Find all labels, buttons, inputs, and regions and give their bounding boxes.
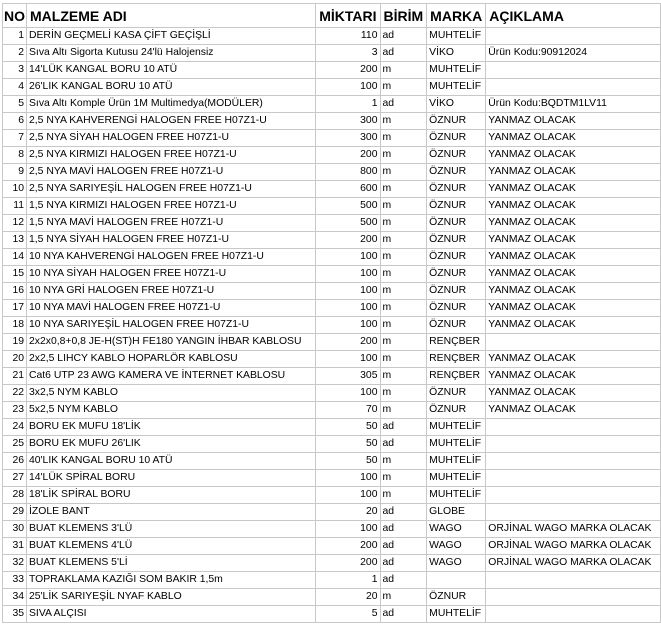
unit-cell[interactable]: m (380, 368, 427, 385)
unit-cell[interactable]: ad (380, 538, 427, 555)
unit-cell[interactable]: m (380, 470, 427, 487)
row-number-cell[interactable]: 5 (3, 96, 27, 113)
unit-cell[interactable]: m (380, 589, 427, 606)
unit-cell[interactable]: ad (380, 28, 427, 45)
table-row (3, 402, 661, 419)
material-name-cell[interactable]: 2x2x0,8+0,8 JE-H(ST)H FE180 YANGIN İHBAR KABLOSU (27, 334, 316, 351)
description-cell[interactable]: YANMAZ OLACAK (486, 300, 661, 317)
header-description[interactable]: AÇIKLAMA (486, 4, 661, 28)
table-row (3, 436, 661, 453)
table-row (3, 164, 661, 181)
table-row (3, 215, 661, 232)
brand-cell[interactable]: GLOBE (427, 504, 486, 521)
table-row (3, 317, 661, 334)
unit-cell[interactable]: m (380, 487, 427, 504)
brand-cell[interactable]: MUHTELİF (427, 606, 486, 623)
table-row (3, 419, 661, 436)
unit-cell[interactable]: m (380, 215, 427, 232)
brand-cell[interactable]: ÖZNUR (427, 113, 486, 130)
description-cell[interactable]: YANMAZ OLACAK (486, 198, 661, 215)
description-cell[interactable] (486, 453, 661, 470)
row-number-cell[interactable]: 20 (3, 351, 27, 368)
quantity-cell[interactable]: 50 (316, 453, 380, 470)
table-row (3, 249, 661, 266)
table-row (3, 555, 661, 572)
description-cell[interactable] (486, 419, 661, 436)
quantity-cell[interactable]: 305 (316, 368, 380, 385)
row-number-cell[interactable]: 30 (3, 521, 27, 538)
brand-cell[interactable]: MUHTELİF (427, 79, 486, 96)
quantity-cell[interactable]: 100 (316, 317, 380, 334)
row-number-cell[interactable]: 3 (3, 62, 27, 79)
brand-cell[interactable]: MUHTELİF (427, 28, 486, 45)
header-row (3, 4, 661, 28)
quantity-cell[interactable]: 110 (316, 28, 380, 45)
table-row (3, 487, 661, 504)
row-number-cell[interactable]: 13 (3, 232, 27, 249)
brand-cell[interactable]: RENÇBER (427, 368, 486, 385)
brand-cell[interactable]: WAGO (427, 538, 486, 555)
material-name-cell[interactable]: 2,5 NYA SARIYEŞİL HALOGEN FREE H07Z1-U (27, 181, 316, 198)
table-row (3, 113, 661, 130)
table-row (3, 538, 661, 555)
description-cell[interactable]: YANMAZ OLACAK (486, 368, 661, 385)
unit-cell[interactable]: m (380, 198, 427, 215)
row-number-cell[interactable]: 27 (3, 470, 27, 487)
unit-cell[interactable]: m (380, 266, 427, 283)
description-cell[interactable]: ORJİNAL WAGO MARKA OLACAK (486, 538, 661, 555)
brand-cell[interactable]: MUHTELİF (427, 453, 486, 470)
material-name-cell[interactable]: Sıva Altı Sigorta Kutusu 24'lü Halojensiz (27, 45, 316, 62)
quantity-cell[interactable]: 100 (316, 300, 380, 317)
material-name-cell[interactable]: 2x2,5 LIHCY KABLO HOPARLÖR KABLOSU (27, 351, 316, 368)
header-material-name[interactable]: MALZEME ADI (27, 4, 316, 28)
unit-cell[interactable]: m (380, 113, 427, 130)
unit-cell[interactable]: m (380, 385, 427, 402)
unit-cell[interactable]: ad (380, 555, 427, 572)
brand-cell[interactable]: MUHTELİF (427, 419, 486, 436)
quantity-cell[interactable]: 100 (316, 283, 380, 300)
material-name-cell[interactable]: İZOLE BANT (27, 504, 316, 521)
unit-cell[interactable]: ad (380, 521, 427, 538)
quantity-cell[interactable]: 200 (316, 62, 380, 79)
description-cell[interactable]: Ürün Kodu:90912024 (486, 45, 661, 62)
table-row (3, 181, 661, 198)
quantity-cell[interactable]: 500 (316, 215, 380, 232)
brand-cell[interactable]: ÖZNUR (427, 198, 486, 215)
description-cell[interactable]: YANMAZ OLACAK (486, 351, 661, 368)
row-number-cell[interactable]: 22 (3, 385, 27, 402)
unit-cell[interactable]: m (380, 130, 427, 147)
description-cell[interactable]: Ürün Kodu:BQDTM1LV11 (486, 96, 661, 113)
row-number-cell[interactable]: 4 (3, 79, 27, 96)
brand-cell[interactable]: ÖZNUR (427, 130, 486, 147)
table-row (3, 589, 661, 606)
unit-cell[interactable]: ad (380, 419, 427, 436)
material-name-cell[interactable]: 10 NYA SARIYEŞİL HALOGEN FREE H07Z1-U (27, 317, 316, 334)
material-name-cell[interactable]: 26'LIK KANGAL BORU 10 ATÜ (27, 79, 316, 96)
brand-cell[interactable]: ÖZNUR (427, 266, 486, 283)
material-name-cell[interactable]: 10 NYA GRİ HALOGEN FREE H07Z1-U (27, 283, 316, 300)
quantity-cell[interactable]: 300 (316, 113, 380, 130)
table-row (3, 470, 661, 487)
quantity-cell[interactable]: 5 (316, 606, 380, 623)
description-cell[interactable]: YANMAZ OLACAK (486, 385, 661, 402)
quantity-cell[interactable]: 3 (316, 45, 380, 62)
table-row (3, 130, 661, 147)
row-number-cell[interactable]: 16 (3, 283, 27, 300)
description-cell[interactable]: YANMAZ OLACAK (486, 402, 661, 419)
description-cell[interactable]: YANMAZ OLACAK (486, 317, 661, 334)
quantity-cell[interactable]: 50 (316, 436, 380, 453)
brand-cell[interactable]: ÖZNUR (427, 232, 486, 249)
row-number-cell[interactable]: 21 (3, 368, 27, 385)
description-cell[interactable] (486, 28, 661, 45)
unit-cell[interactable]: m (380, 300, 427, 317)
material-name-cell[interactable]: 25'LİK SARIYEŞİL NYAF KABLO (27, 589, 316, 606)
material-name-cell[interactable]: SIVA ALÇISI (27, 606, 316, 623)
table-row (3, 45, 661, 62)
quantity-cell[interactable]: 20 (316, 504, 380, 521)
quantity-cell[interactable]: 20 (316, 589, 380, 606)
header-brand[interactable]: MARKA (427, 4, 486, 28)
description-cell[interactable]: YANMAZ OLACAK (486, 266, 661, 283)
header-quantity[interactable]: MİKTARI (316, 4, 380, 28)
unit-cell[interactable]: ad (380, 96, 427, 113)
unit-cell[interactable]: m (380, 164, 427, 181)
table-row (3, 79, 661, 96)
table-row (3, 28, 661, 45)
table-row (3, 385, 661, 402)
quantity-cell[interactable]: 600 (316, 181, 380, 198)
unit-cell[interactable]: ad (380, 45, 427, 62)
row-number-cell[interactable]: 19 (3, 334, 27, 351)
brand-cell[interactable]: ÖZNUR (427, 147, 486, 164)
material-name-cell[interactable]: BORU EK MUFU 26'LIK (27, 436, 316, 453)
table-row (3, 232, 661, 249)
brand-cell[interactable]: WAGO (427, 521, 486, 538)
description-cell[interactable]: YANMAZ OLACAK (486, 232, 661, 249)
table-row (3, 606, 661, 623)
brand-cell[interactable]: ÖZNUR (427, 215, 486, 232)
material-name-cell[interactable]: 1,5 NYA SİYAH HALOGEN FREE H07Z1-U (27, 232, 316, 249)
description-cell[interactable] (486, 62, 661, 79)
brand-cell[interactable]: ÖZNUR (427, 181, 486, 198)
material-name-cell[interactable]: 2,5 NYA SİYAH HALOGEN FREE H07Z1-U (27, 130, 316, 147)
table-row (3, 198, 661, 215)
unit-cell[interactable]: ad (380, 436, 427, 453)
quantity-cell[interactable]: 100 (316, 470, 380, 487)
table-row (3, 334, 661, 351)
brand-cell[interactable]: ÖZNUR (427, 589, 486, 606)
table-row (3, 96, 661, 113)
material-name-cell[interactable]: 40'LIK KANGAL BORU 10 ATÜ (27, 453, 316, 470)
brand-cell[interactable]: ÖZNUR (427, 402, 486, 419)
quantity-cell[interactable]: 1 (316, 96, 380, 113)
quantity-cell[interactable]: 100 (316, 79, 380, 96)
quantity-cell[interactable]: 200 (316, 147, 380, 164)
description-cell[interactable]: YANMAZ OLACAK (486, 215, 661, 232)
row-number-cell[interactable]: 12 (3, 215, 27, 232)
brand-cell[interactable]: ÖZNUR (427, 317, 486, 334)
table-row (3, 62, 661, 79)
material-name-cell[interactable]: 14'LÜK SPİRAL BORU (27, 470, 316, 487)
row-number-cell[interactable]: 1 (3, 28, 27, 45)
description-cell[interactable]: YANMAZ OLACAK (486, 113, 661, 130)
description-cell[interactable] (486, 79, 661, 96)
brand-cell[interactable]: VİKO (427, 96, 486, 113)
description-cell[interactable]: YANMAZ OLACAK (486, 130, 661, 147)
material-name-cell[interactable]: 2,5 NYA KIRMIZI HALOGEN FREE H07Z1-U (27, 147, 316, 164)
description-cell[interactable]: ORJİNAL WAGO MARKA OLACAK (486, 521, 661, 538)
quantity-cell[interactable]: 1 (316, 572, 380, 589)
unit-cell[interactable]: m (380, 79, 427, 96)
description-cell[interactable]: YANMAZ OLACAK (486, 249, 661, 266)
quantity-cell[interactable]: 200 (316, 538, 380, 555)
material-name-cell[interactable]: DERİN GEÇMELİ KASA ÇİFT GEÇİŞLİ (27, 28, 316, 45)
row-number-cell[interactable]: 17 (3, 300, 27, 317)
table-row (3, 453, 661, 470)
row-number-cell[interactable]: 2 (3, 45, 27, 62)
unit-cell[interactable]: ad (380, 504, 427, 521)
brand-cell[interactable]: ÖZNUR (427, 385, 486, 402)
material-name-cell[interactable]: BORU EK MUFU 18'LİK (27, 419, 316, 436)
description-cell[interactable]: YANMAZ OLACAK (486, 181, 661, 198)
brand-cell[interactable]: RENÇBER (427, 351, 486, 368)
description-cell[interactable] (486, 470, 661, 487)
material-name-cell[interactable]: Cat6 UTP 23 AWG KAMERA VE İNTERNET KABLOSU (27, 368, 316, 385)
row-number-cell[interactable]: 23 (3, 402, 27, 419)
row-number-cell[interactable]: 18 (3, 317, 27, 334)
unit-cell[interactable]: m (380, 351, 427, 368)
row-number-cell[interactable]: 25 (3, 436, 27, 453)
brand-cell[interactable]: ÖZNUR (427, 300, 486, 317)
row-number-cell[interactable]: 33 (3, 572, 27, 589)
brand-cell[interactable]: WAGO (427, 555, 486, 572)
header-unit[interactable]: BİRİM (380, 4, 427, 28)
description-cell[interactable] (486, 606, 661, 623)
quantity-cell[interactable]: 200 (316, 555, 380, 572)
row-number-cell[interactable]: 9 (3, 164, 27, 181)
quantity-cell[interactable]: 800 (316, 164, 380, 181)
row-number-cell[interactable]: 34 (3, 589, 27, 606)
material-name-cell[interactable]: 2,5 NYA KAHVERENGİ HALOGEN FREE H07Z1-U (27, 113, 316, 130)
table-row (3, 504, 661, 521)
header-no[interactable]: NO (3, 4, 27, 28)
row-number-cell[interactable]: 26 (3, 453, 27, 470)
material-name-cell[interactable]: BUAT KLEMENS 5'Lİ (27, 555, 316, 572)
unit-cell[interactable]: m (380, 62, 427, 79)
brand-cell[interactable]: VİKO (427, 45, 486, 62)
table-row (3, 521, 661, 538)
brand-cell[interactable]: ÖZNUR (427, 249, 486, 266)
unit-cell[interactable]: m (380, 147, 427, 164)
brand-cell[interactable]: MUHTELİF (427, 487, 486, 504)
description-cell[interactable]: YANMAZ OLACAK (486, 147, 661, 164)
unit-cell[interactable]: ad (380, 572, 427, 589)
quantity-cell[interactable]: 200 (316, 232, 380, 249)
brand-cell[interactable]: MUHTELİF (427, 470, 486, 487)
description-cell[interactable] (486, 504, 661, 521)
brand-cell[interactable]: RENÇBER (427, 334, 486, 351)
material-name-cell[interactable]: 5x2,5 NYM KABLO (27, 402, 316, 419)
material-name-cell[interactable]: 10 NYA SİYAH HALOGEN FREE H07Z1-U (27, 266, 316, 283)
quantity-cell[interactable]: 300 (316, 130, 380, 147)
table-row (3, 572, 661, 589)
quantity-cell[interactable]: 70 (316, 402, 380, 419)
table-row (3, 266, 661, 283)
brand-cell[interactable] (427, 572, 486, 589)
row-number-cell[interactable]: 24 (3, 419, 27, 436)
description-cell[interactable] (486, 589, 661, 606)
description-cell[interactable] (486, 487, 661, 504)
material-name-cell[interactable]: 1,5 NYA KIRMIZI HALOGEN FREE H07Z1-U (27, 198, 316, 215)
row-number-cell[interactable]: 6 (3, 113, 27, 130)
material-name-cell[interactable]: TOPRAKLAMA KAZIĞI SOM BAKIR 1,5m (27, 572, 316, 589)
unit-cell[interactable]: m (380, 453, 427, 470)
materials-table (2, 3, 661, 623)
unit-cell[interactable]: ad (380, 606, 427, 623)
description-cell[interactable] (486, 572, 661, 589)
quantity-cell[interactable]: 100 (316, 521, 380, 538)
row-number-cell[interactable]: 10 (3, 181, 27, 198)
brand-cell[interactable]: MUHTELİF (427, 436, 486, 453)
description-cell[interactable] (486, 334, 661, 351)
row-number-cell[interactable]: 7 (3, 130, 27, 147)
row-number-cell[interactable]: 15 (3, 266, 27, 283)
table-row (3, 351, 661, 368)
brand-cell[interactable]: ÖZNUR (427, 164, 486, 181)
quantity-cell[interactable]: 100 (316, 266, 380, 283)
material-name-cell[interactable]: 10 NYA KAHVERENGİ HALOGEN FREE H07Z1-U (27, 249, 316, 266)
unit-cell[interactable]: m (380, 334, 427, 351)
table-row (3, 368, 661, 385)
material-name-cell[interactable]: 2,5 NYA MAVİ HALOGEN FREE H07Z1-U (27, 164, 316, 181)
quantity-cell[interactable]: 100 (316, 385, 380, 402)
quantity-cell[interactable]: 200 (316, 334, 380, 351)
material-name-cell[interactable]: 3x2,5 NYM KABLO (27, 385, 316, 402)
description-cell[interactable]: YANMAZ OLACAK (486, 164, 661, 181)
row-number-cell[interactable]: 8 (3, 147, 27, 164)
unit-cell[interactable]: m (380, 283, 427, 300)
description-cell[interactable]: ORJİNAL WAGO MARKA OLACAK (486, 555, 661, 572)
quantity-cell[interactable]: 50 (316, 419, 380, 436)
quantity-cell[interactable]: 100 (316, 351, 380, 368)
material-name-cell[interactable]: Sıva Altı Komple Ürün 1M Multimedya(MODÜLER) (27, 96, 316, 113)
material-name-cell[interactable]: 14'LÜK KANGAL BORU 10 ATÜ (27, 62, 316, 79)
row-number-cell[interactable]: 14 (3, 249, 27, 266)
row-number-cell[interactable]: 35 (3, 606, 27, 623)
unit-cell[interactable]: m (380, 181, 427, 198)
material-name-cell[interactable]: 18'LİK SPİRAL BORU (27, 487, 316, 504)
description-cell[interactable]: YANMAZ OLACAK (486, 283, 661, 300)
brand-cell[interactable]: MUHTELİF (427, 62, 486, 79)
table-row (3, 283, 661, 300)
quantity-cell[interactable]: 100 (316, 249, 380, 266)
row-number-cell[interactable]: 29 (3, 504, 27, 521)
table-row (3, 147, 661, 164)
material-name-cell[interactable]: 1,5 NYA MAVİ HALOGEN FREE H07Z1-U (27, 215, 316, 232)
unit-cell[interactable]: m (380, 232, 427, 249)
table-row (3, 300, 661, 317)
material-name-cell[interactable]: BUAT KLEMENS 4'LÜ (27, 538, 316, 555)
material-name-cell[interactable]: BUAT KLEMENS 3'LÜ (27, 521, 316, 538)
unit-cell[interactable]: m (380, 317, 427, 334)
unit-cell[interactable]: m (380, 402, 427, 419)
description-cell[interactable] (486, 436, 661, 453)
unit-cell[interactable]: m (380, 249, 427, 266)
row-number-cell[interactable]: 28 (3, 487, 27, 504)
row-number-cell[interactable]: 11 (3, 198, 27, 215)
row-number-cell[interactable]: 31 (3, 538, 27, 555)
quantity-cell[interactable]: 500 (316, 198, 380, 215)
row-number-cell[interactable]: 32 (3, 555, 27, 572)
quantity-cell[interactable]: 100 (316, 487, 380, 504)
material-name-cell[interactable]: 10 NYA MAVİ HALOGEN FREE H07Z1-U (27, 300, 316, 317)
brand-cell[interactable]: ÖZNUR (427, 283, 486, 300)
